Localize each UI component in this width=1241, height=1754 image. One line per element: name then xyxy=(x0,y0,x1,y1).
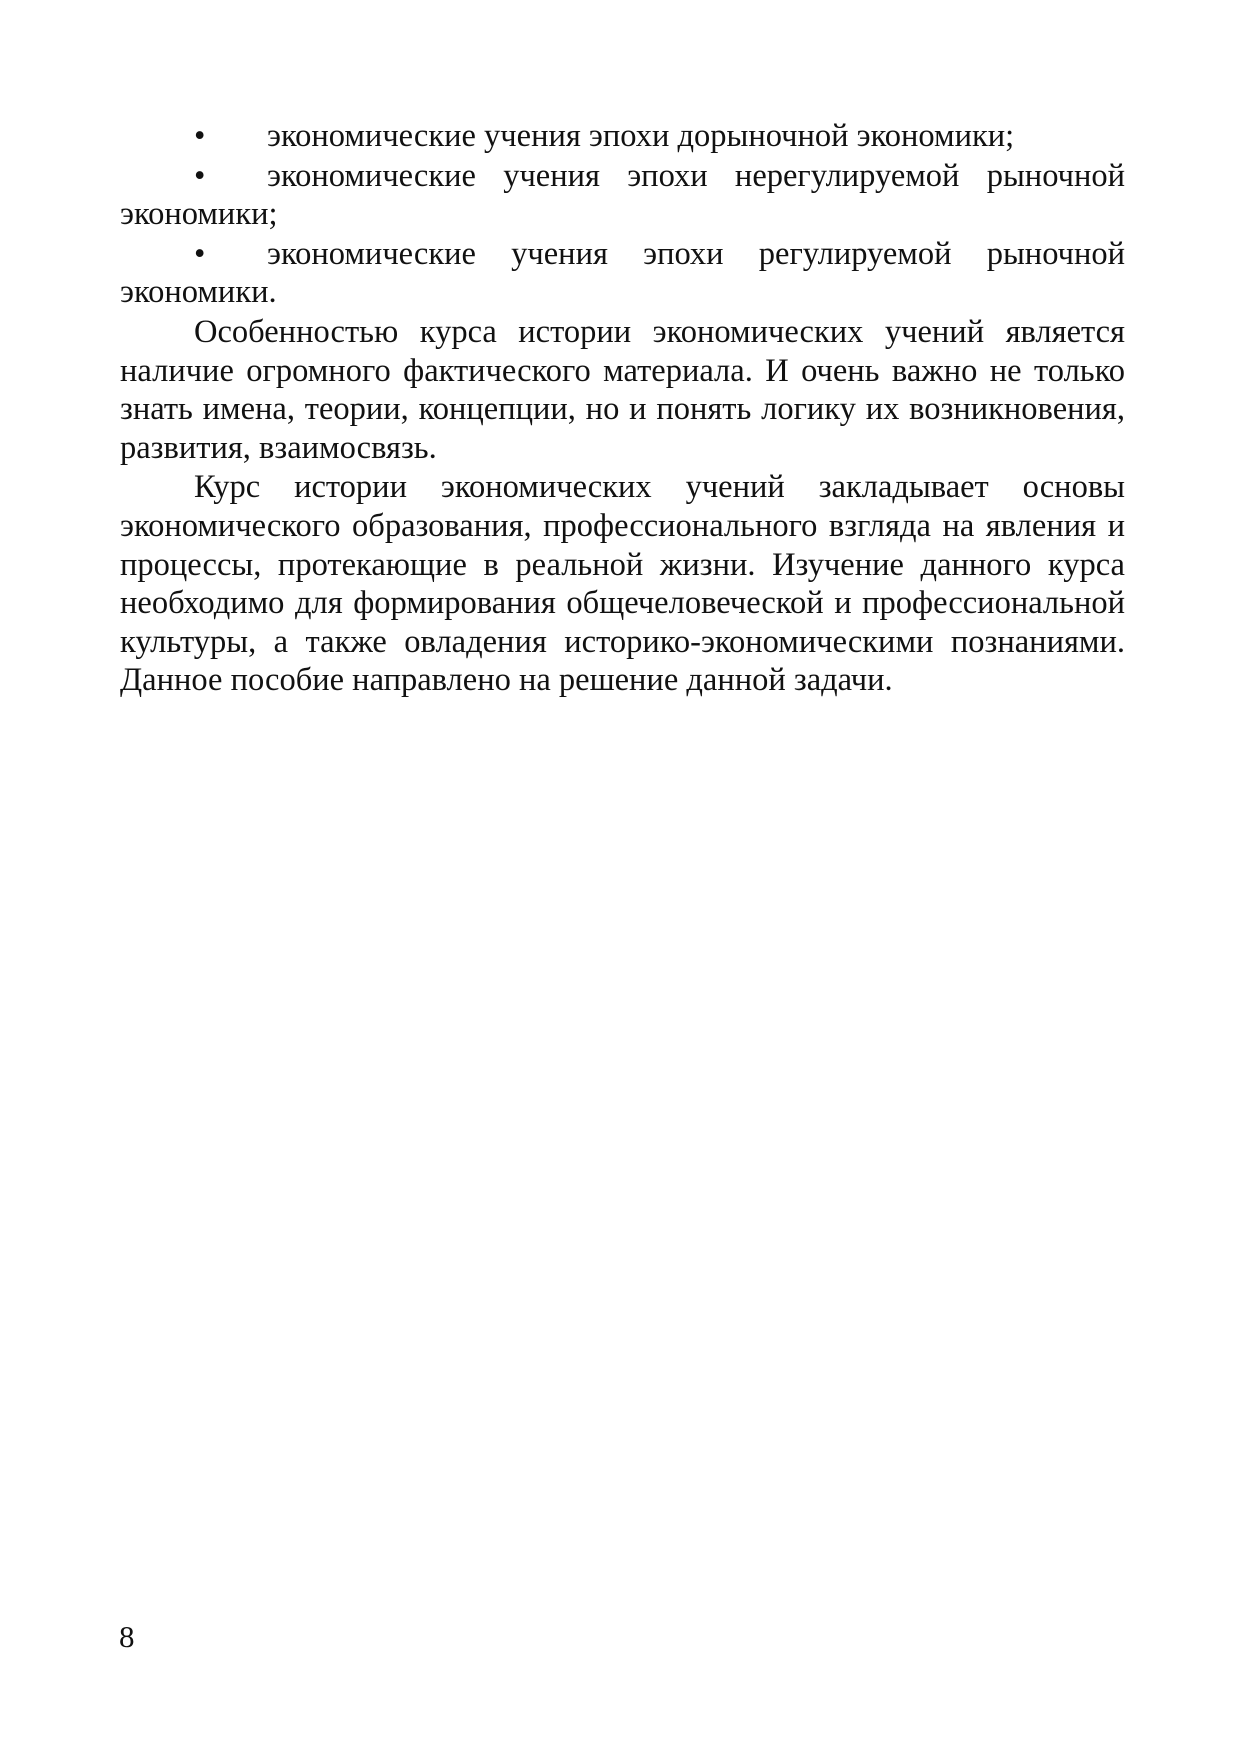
bullet-icon: • xyxy=(194,157,206,194)
page-text-block xyxy=(120,117,1125,701)
bullet-text: экономические учения эпохи регулируемой рыночной экономики. xyxy=(120,235,1125,311)
bullet-item xyxy=(120,117,1125,156)
bullet-text: экономические учения эпохи дорыночной экономики; xyxy=(267,118,1015,154)
bullet-icon: • xyxy=(194,118,206,154)
page-number: 8 xyxy=(119,1619,135,1654)
bullet-text: экономические учения эпохи нерегулируемой рыночной экономики; xyxy=(120,157,1125,233)
body-paragraph: Особенностью курса истории экономических учений является наличие огромного фактического материала. И очень важно не только знать имена, теории, концепции, но и понять логику их возникновения, развития, взаимосвязь. xyxy=(120,313,1125,466)
body-paragraph: Курс истории экономических учений закладывает основы экономического образования, профессионального взгляда на явления и процессы, протекающие в реальной жизни. Изучение данного курса необходимо для формирования общечеловеческой и профессиональной культуры, а также овладения историко-экономическими познаниями. Данное пособие направлено на решение данной задачи. xyxy=(120,469,1125,699)
bullet-item xyxy=(120,235,1125,312)
bullet-item xyxy=(120,157,1125,234)
bullet-icon: • xyxy=(194,235,206,272)
